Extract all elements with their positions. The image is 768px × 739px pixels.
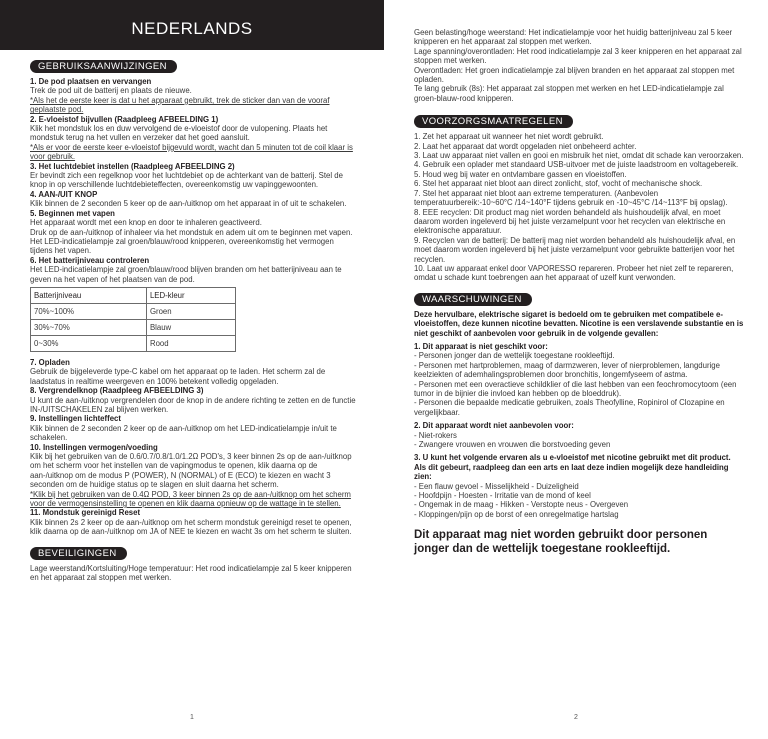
table-row xyxy=(31,319,236,335)
warning-2-title: 2. Dit apparaat wordt niet aanbevolen voor: xyxy=(414,421,574,431)
list-item: - Personen met hartproblemen, maag of darmzweren, lever of nierproblemen, langdurige keelziekten of ademhalingsproblemen door bronchitis, longemfyseem of astma. xyxy=(414,360,720,380)
table-cell: 0~30% xyxy=(31,335,147,351)
precaution-item: 2. Laat het apparaat dat wordt opgeladen niet onbeheerd achter. xyxy=(414,141,637,151)
list-item: - Personen die bepaalde medicatie gebruiken, zoals Theofylline, Ropinirol of Clozapine en vergelijkbaar. xyxy=(414,398,725,417)
precaution-list xyxy=(414,132,744,283)
instruction-title: 9. Instellingen lichteffect xyxy=(30,414,121,424)
page-right xyxy=(384,0,768,739)
precaution-item: 3. Laat uw apparaat niet vallen en gooi en misbruik het niet, omdat dit schade kan veroorzaken. xyxy=(414,151,744,161)
instruction-text: Het apparaat wordt met een knop en door te inhaleren geactiveerd. xyxy=(30,218,262,228)
list-item: - Ongemak in de maag - Hikken - Verstopte neus - Overgeven xyxy=(414,500,629,510)
table-cell: Groen xyxy=(146,303,235,319)
precaution-item: 7. Stel het apparaat niet bloot aan extreme temperaturen. (Aanbevolen temperatuurbereik:-10~60°C /14~140°F tijdens gebruik en -10~45°C /14~113°F bij opslag). xyxy=(414,188,728,208)
protection-text-continued xyxy=(414,28,744,103)
list-item: - Personen jonger dan de wettelijk toegestane rookleeftijd. xyxy=(414,351,615,361)
instruction-text: Er bevindt zich een regelknop voor het luchtdebiet op de achterkant van de batterij. Stel de knop in op verschillende luchtdebieteffecten, overeenkomstig uw vapinggewoonten. xyxy=(30,171,343,190)
instruction-note: *Als er voor de eerste keer e-vloeistof bijgevuld wordt, wacht dan 5 minuten tot de coil klaar is voor gebruik. xyxy=(30,142,353,162)
instruction-title: 8. Vergrendelknop (Raadpleeg AFBEELDING 3) xyxy=(30,386,204,396)
instruction-items xyxy=(30,77,356,284)
instruction-text: Het LED-indicatielampje zal groen/blauw/rood blijven branden om het batterijniveau aan te geven na het vapen of het plaatsen van de pod. xyxy=(30,265,342,284)
warning-3-list xyxy=(414,482,744,520)
warning-2-list xyxy=(414,431,744,450)
instruction-text: Klik binnen de 2 seconden 2 keer op de aan-/uitknop om het LED-indicatielampje in/uit te schakelen. xyxy=(30,423,337,443)
table-row xyxy=(31,303,236,319)
protection-line: Lage spanning/overontladen: Het rood indicatielampje zal 3 keer knipperen en het apparaat zal stoppen met werken. xyxy=(414,46,742,66)
instruction-title: 6. Het batterijniveau controleren xyxy=(30,255,150,265)
protection-line: Lage weerstand/Kortsluiting/Hoge temperatuur: Het rood indicatielampje zal 5 keer knipperen en het apparaat zal stoppen met werken. xyxy=(30,563,352,583)
warning-1-list xyxy=(414,351,744,417)
list-item: - Hoofdpijn - Hoesten - Irritatie van de mond of keel xyxy=(414,491,591,501)
instruction-title: 5. Beginnen met vapen xyxy=(30,208,115,218)
instruction-items-continued xyxy=(30,358,356,537)
section-title-protections: BEVEILIGINGEN xyxy=(30,547,127,560)
section-title-warnings: WAARSCHUWINGEN xyxy=(414,293,532,306)
section-title-precautions: VOORZORGSMAATREGELEN xyxy=(414,115,573,128)
instruction-title: 11. Mondstuk gereinigd Reset xyxy=(30,508,141,518)
table-cell: 70%~100% xyxy=(31,303,147,319)
page-number-right: 2 xyxy=(574,714,578,721)
protection-line: Te lang gebruik (8s): Het apparaat zal stoppen met werken en het LED-indicatielampje zal groen-blauw-rood knipperen. xyxy=(414,84,724,103)
table-cell: Blauw xyxy=(146,319,235,335)
warning-intro: Deze hervulbare, elektrische sigaret is bedoeld om te gebruiken met compatibele e-vloeistoffen, deze kunnen nicotine bevatten. Nicotine is een verslavende substantie en is niet geschikt of aanbevolen voor gebruik in de volgende gevallen: xyxy=(414,309,744,338)
protection-line: Overontladen: Het groen indicatielampje zal blijven branden en het apparaat zal stoppen met opladen. xyxy=(414,65,735,85)
table-row xyxy=(31,335,236,351)
section-title-instructions: GEBRUIKSAANWIJZINGEN xyxy=(30,60,177,73)
list-item: - Zwangere vrouwen en vrouwen die borstvoeding geven xyxy=(414,440,611,450)
instruction-title: 2. E-vloeistof bijvullen (Raadpleeg AFBEELDING 1) xyxy=(30,114,219,124)
language-header: NEDERLANDS xyxy=(0,0,384,50)
final-warning: Dit apparaat mag niet worden gebruikt door personen jonger dan de wettelijk toegestane rookleeftijd. xyxy=(414,529,708,555)
precaution-item: 6. Stel het apparaat niet bloot aan direct zonlicht, stof, vocht of mechanische shock. xyxy=(414,179,703,189)
instruction-title: 1. De pod plaatsen en vervangen xyxy=(30,77,152,86)
instruction-text: Klik binnen 2s 2 keer op de aan-/uitknop om het scherm mondstuk gereinigd reset te openen, klik daarna op de aan-/uitknop om JA of NEE te kiezen en wacht 3s om het scherm te sluiten. xyxy=(30,517,352,537)
instruction-text: U kunt de aan-/uitknop vergrendelen door de knop in de andere richting te zetten en de functie IN-/UITSCHAKELEN zal blijven werken. xyxy=(30,395,356,414)
precaution-item: 4. Gebruik een oplader met standaard USB-uitvoer met de juiste laadstroom en voltagebereik. xyxy=(414,160,739,170)
page-number-left: 1 xyxy=(190,714,194,721)
table-cell: Rood xyxy=(146,335,235,351)
instruction-title: 10. Instellingen vermogen/voeding xyxy=(30,442,158,452)
table-cell: 30%~70% xyxy=(31,319,147,335)
warning-1-title: 1. Dit apparaat is niet geschikt voor: xyxy=(414,341,548,351)
precaution-item: 1. Zet het apparaat uit wanneer het niet wordt gebruikt. xyxy=(414,132,604,142)
instruction-text: Klik bij het gebruiken van de 0.6/0.7/0.8/1.0/1.2Ω POD's, 3 keer binnen 2s op de aan-/uitknop om het scherm voor het instellen van de vapingmodus te openen, klik daarna op de aan-/uitknop om de modus P (POWER), N (NORMAL) of E (ECO) te kiezen en wacht 3 seconden om de huidige status op te slagen en sluit daarna het scherm. xyxy=(30,452,352,490)
precaution-item: 9. Recyclen van de batterij: De batterij mag niet worden behandeld als huishoudelijk afval, en moet daarom worden ingeleverd bij het juiste verzamelpunt voor gebruikte batterijen voor het recyclen. xyxy=(414,235,736,264)
battery-level-table xyxy=(30,287,236,352)
list-item: - Personen met een overactieve schildklier of die last hebben van een feochromocytoom (een tumor in de bijnier die invloed kan hebben op de bloeddruk). xyxy=(414,379,737,398)
left-column xyxy=(30,60,356,582)
list-item: - Niet-rokers xyxy=(414,430,457,440)
precaution-item: 10. Laat uw apparaat enkel door VAPORESSO repareren. Probeer het niet zelf te repareren, omdat u schade kunt toebrengen aan het apparaat of uzelf kunt verwonden. xyxy=(414,263,734,283)
right-column xyxy=(414,28,744,556)
instruction-title: 7. Opladen xyxy=(30,357,70,367)
instruction-text: Trek de pod uit de batterij en plaats de nieuwe. xyxy=(30,86,192,96)
instruction-text: Gebruik de bijgeleverde type-C kabel om het apparaat op te laden. Het scherm zal de laadstatus in realtime weergeven en 100% betekent volledig opgeladen. xyxy=(30,367,326,386)
precaution-item: 8. EEE recyclen: Dit product mag niet worden behandeld als huishoudelijk afval, en moet daarom worden ingeleverd bij het juiste verzamelpunt voor het recyclen van elektrische en elektronische apparatuur. xyxy=(414,207,726,236)
instruction-text: Druk op de aan-/uitknop of inhaleer via het mondstuk en adem uit om te beginnen met vapen. Het LED-indicatielampje zal groen/blauw/rood knipperen, overeenkomstig het vermogen tijdens het vapen. xyxy=(30,227,353,256)
instruction-text: Klik het mondstuk los en duw vervolgend de e-vloeistof door de vulopening. Plaats het mondstuk terug na het vullen en verzeker dat het goed aansluit. xyxy=(30,124,328,143)
instruction-title: 4. AAN-/UIT KNOP xyxy=(30,189,98,199)
table-header-battery: Batterijniveau xyxy=(31,287,147,303)
warning-3-title: 3. U kunt het volgende ervaren als u e-vloeistof met nicotine gebruikt met dit product. Als dit gebeurt, raadpleeg dan een arts en laat deze indien mogelijk deze handleiding zien: xyxy=(414,453,731,482)
protection-text xyxy=(30,564,356,583)
instruction-title: 3. Het luchtdebiet instellen (Raadpleeg AFBEELDING 2) xyxy=(30,161,235,171)
list-item: - Kloppingen/pijn op de borst of een onregelmatige hartslag xyxy=(414,509,619,519)
instruction-note: *Klik bij het gebruiken van de 0.4Ω POD, 3 keer binnen 2s op de aan-/uitknop om het scherm voor de vermogensinstelling te openen en klik daarna opnieuw op de wattage in te stellen. xyxy=(30,489,351,509)
precaution-item: 5. Houd weg bij water en ontvlambare gassen en vloeistoffen. xyxy=(414,169,627,179)
table-header-led: LED-kleur xyxy=(146,287,235,303)
protection-line: Geen belasting/hoge weerstand: Het indicatielampje voor het huidig batterijniveau zal 5 keer knipperen en het apparaat zal stoppen met werken. xyxy=(414,28,733,47)
instruction-note: *Als het de eerste keer is dat u het apparaat gebruikt, trek de sticker dan van de vooraf geplaatste pod. xyxy=(30,95,330,115)
list-item: - Een flauw gevoel - Misselijkheid - Duizeligheid xyxy=(414,481,579,491)
instruction-text: Klik binnen de 2 seconden 5 keer op de aan-/uitknop om het apparaat in of uit te schakelen. xyxy=(30,199,347,209)
